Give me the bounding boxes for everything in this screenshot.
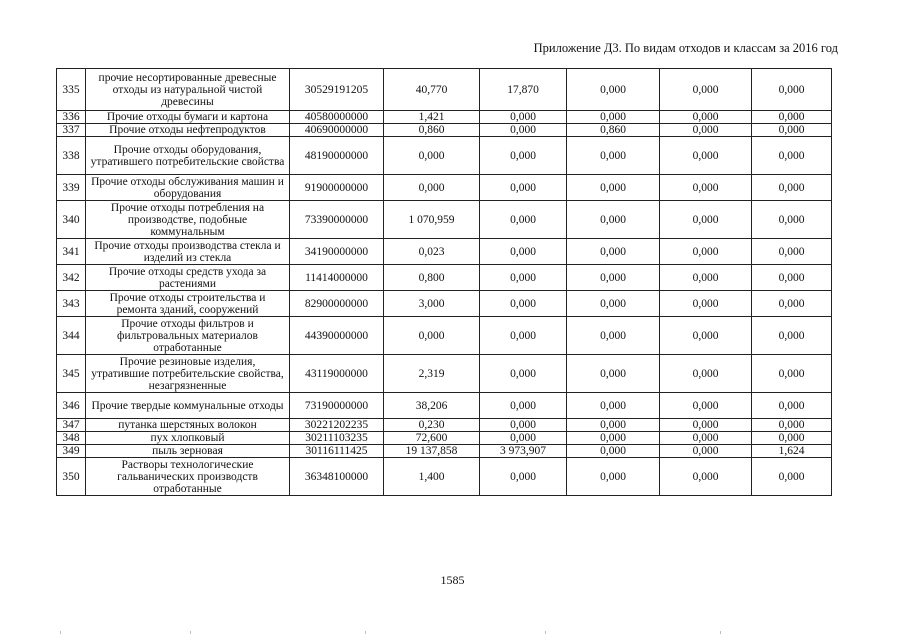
cell-code: 30116111425 (290, 445, 384, 458)
table-row (57, 291, 832, 317)
cell-n: 350 (57, 458, 86, 496)
cell-n: 338 (57, 137, 86, 175)
cell-name: пух хлопковый (86, 432, 290, 445)
cell-v2: 0,000 (480, 291, 567, 317)
cell-n: 340 (57, 201, 86, 239)
cell-v5: 0,000 (752, 175, 832, 201)
cell-n: 347 (57, 419, 86, 432)
cell-v5: 0,000 (752, 137, 832, 175)
cell-v5: 0,000 (752, 69, 832, 111)
table-row (57, 265, 832, 291)
cell-v1: 72,600 (384, 432, 480, 445)
cell-v5: 0,000 (752, 355, 832, 393)
cell-name: Прочие твердые коммунальные отходы (86, 393, 290, 419)
cell-name: Прочие отходы фильтров и фильтровальных материалов отработанные (86, 317, 290, 355)
table-row (57, 124, 832, 137)
cell-v1: 0,023 (384, 239, 480, 265)
cell-v5: 0,000 (752, 419, 832, 432)
cell-v2: 0,000 (480, 419, 567, 432)
cell-v5: 0,000 (752, 265, 832, 291)
cell-v4: 0,000 (660, 201, 752, 239)
cell-n: 343 (57, 291, 86, 317)
cell-v3: 0,000 (567, 445, 660, 458)
cell-v3: 0,000 (567, 317, 660, 355)
cell-v4: 0,000 (660, 175, 752, 201)
cell-v5: 0,000 (752, 432, 832, 445)
cell-name: Прочие отходы нефтепродуктов (86, 124, 290, 137)
cell-v2: 0,000 (480, 111, 567, 124)
cell-v4: 0,000 (660, 419, 752, 432)
cell-v3: 0,000 (567, 291, 660, 317)
table-row (57, 175, 832, 201)
cell-code: 82900000000 (290, 291, 384, 317)
cell-v2: 0,000 (480, 355, 567, 393)
cell-name: Прочие отходы производства стекла и изделий из стекла (86, 239, 290, 265)
table-row (57, 432, 832, 445)
cell-code: 36348100000 (290, 458, 384, 496)
cell-name: путанка шерстяных волокон (86, 419, 290, 432)
cell-v2: 0,000 (480, 124, 567, 137)
cell-v3: 0,000 (567, 69, 660, 111)
cell-v3: 0,860 (567, 124, 660, 137)
cell-n: 337 (57, 124, 86, 137)
page-number: 1585 (440, 573, 465, 587)
cell-v4: 0,000 (660, 291, 752, 317)
cell-name: Прочие отходы потребления на производстве, подобные коммунальным (86, 201, 290, 239)
table-row (57, 458, 832, 496)
cell-code: 73190000000 (290, 393, 384, 419)
cell-code: 30211103235 (290, 432, 384, 445)
table-row (57, 317, 832, 355)
cell-name: Прочие отходы строительства и ремонта зданий, сооружений (86, 291, 290, 317)
cell-v1: 0,000 (384, 317, 480, 355)
cell-code: 11414000000 (290, 265, 384, 291)
cell-v4: 0,000 (660, 239, 752, 265)
cell-v5: 0,000 (752, 317, 832, 355)
cell-n: 341 (57, 239, 86, 265)
cell-v1: 40,770 (384, 69, 480, 111)
cell-code: 44390000000 (290, 317, 384, 355)
cell-v4: 0,000 (660, 137, 752, 175)
scan-mark (190, 631, 191, 634)
cell-n: 336 (57, 111, 86, 124)
cell-v2: 0,000 (480, 393, 567, 419)
cell-n: 345 (57, 355, 86, 393)
scan-mark (545, 631, 546, 634)
cell-v4: 0,000 (660, 355, 752, 393)
waste-table (56, 68, 832, 496)
cell-v5: 0,000 (752, 201, 832, 239)
cell-v1: 1,421 (384, 111, 480, 124)
cell-n: 348 (57, 432, 86, 445)
cell-v4: 0,000 (660, 124, 752, 137)
cell-v4: 0,000 (660, 393, 752, 419)
cell-name: Растворы технологические гальванических производств отработанные (86, 458, 290, 496)
cell-v2: 0,000 (480, 458, 567, 496)
cell-name: Прочие отходы обслуживания машин и оборудования (86, 175, 290, 201)
cell-v5: 1,624 (752, 445, 832, 458)
cell-v2: 0,000 (480, 239, 567, 265)
cell-code: 40580000000 (290, 111, 384, 124)
scan-mark (365, 631, 366, 634)
cell-v4: 0,000 (660, 265, 752, 291)
cell-v2: 3 973,907 (480, 445, 567, 458)
cell-code: 43119000000 (290, 355, 384, 393)
cell-v1: 1 070,959 (384, 201, 480, 239)
table-row (57, 445, 832, 458)
cell-code: 30221202235 (290, 419, 384, 432)
scan-mark (60, 631, 61, 634)
cell-v1: 38,206 (384, 393, 480, 419)
cell-v3: 0,000 (567, 419, 660, 432)
cell-v1: 3,000 (384, 291, 480, 317)
cell-v3: 0,000 (567, 458, 660, 496)
cell-n: 344 (57, 317, 86, 355)
cell-name: прочие несортированные древесные отходы из натуральной чистой древесины (86, 69, 290, 111)
table-row (57, 393, 832, 419)
cell-code: 73390000000 (290, 201, 384, 239)
cell-v2: 0,000 (480, 317, 567, 355)
cell-v2: 17,870 (480, 69, 567, 111)
cell-v3: 0,000 (567, 175, 660, 201)
cell-n: 342 (57, 265, 86, 291)
cell-v5: 0,000 (752, 458, 832, 496)
cell-name: Прочие отходы оборудования, утратившего потребительские свойства (86, 137, 290, 175)
cell-v3: 0,000 (567, 137, 660, 175)
cell-code: 40690000000 (290, 124, 384, 137)
cell-v3: 0,000 (567, 111, 660, 124)
cell-v3: 0,000 (567, 355, 660, 393)
cell-v3: 0,000 (567, 265, 660, 291)
scan-mark (720, 631, 721, 634)
cell-code: 91900000000 (290, 175, 384, 201)
table-row (57, 69, 832, 111)
cell-v4: 0,000 (660, 317, 752, 355)
cell-v1: 19 137,858 (384, 445, 480, 458)
table-row (57, 355, 832, 393)
table-row (57, 419, 832, 432)
cell-v1: 0,000 (384, 137, 480, 175)
cell-n: 349 (57, 445, 86, 458)
cell-name: пыль зерновая (86, 445, 290, 458)
cell-v3: 0,000 (567, 201, 660, 239)
cell-v5: 0,000 (752, 291, 832, 317)
table-row (57, 111, 832, 124)
cell-n: 346 (57, 393, 86, 419)
cell-n: 335 (57, 69, 86, 111)
cell-code: 30529191205 (290, 69, 384, 111)
cell-v1: 2,319 (384, 355, 480, 393)
cell-v2: 0,000 (480, 175, 567, 201)
cell-v3: 0,000 (567, 393, 660, 419)
cell-v4: 0,000 (660, 458, 752, 496)
cell-v2: 0,000 (480, 265, 567, 291)
cell-v2: 0,000 (480, 432, 567, 445)
cell-v4: 0,000 (660, 111, 752, 124)
cell-v2: 0,000 (480, 137, 567, 175)
table-row (57, 239, 832, 265)
cell-v1: 0,800 (384, 265, 480, 291)
cell-v1: 0,000 (384, 175, 480, 201)
cell-v3: 0,000 (567, 432, 660, 445)
cell-n: 339 (57, 175, 86, 201)
table-row (57, 137, 832, 175)
page-header: Приложение Д3. По видам отходов и классам за 2016 год (533, 41, 838, 55)
cell-name: Прочие резиновые изделия, утратившие потребительские свойства, незагрязненные (86, 355, 290, 393)
cell-v1: 0,230 (384, 419, 480, 432)
cell-v5: 0,000 (752, 111, 832, 124)
cell-v3: 0,000 (567, 239, 660, 265)
cell-name: Прочие отходы средств ухода за растениями (86, 265, 290, 291)
cell-v5: 0,000 (752, 239, 832, 265)
cell-v5: 0,000 (752, 124, 832, 137)
cell-v4: 0,000 (660, 432, 752, 445)
cell-code: 34190000000 (290, 239, 384, 265)
cell-v4: 0,000 (660, 445, 752, 458)
cell-v4: 0,000 (660, 69, 752, 111)
table-row (57, 201, 832, 239)
cell-v5: 0,000 (752, 393, 832, 419)
cell-v1: 0,860 (384, 124, 480, 137)
cell-v2: 0,000 (480, 201, 567, 239)
cell-v1: 1,400 (384, 458, 480, 496)
cell-name: Прочие отходы бумаги и картона (86, 111, 290, 124)
cell-code: 48190000000 (290, 137, 384, 175)
